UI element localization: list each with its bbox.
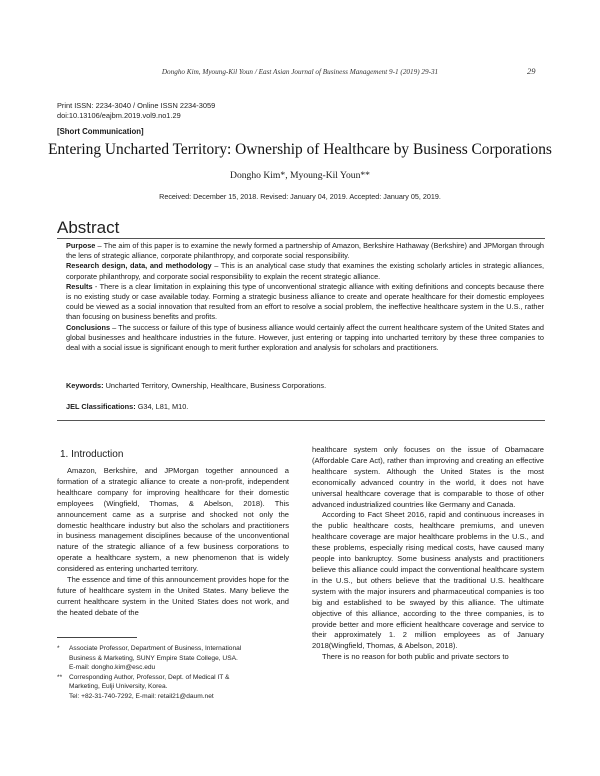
footnote-1-line-3: E-mail: dongho.kim@esc.edu xyxy=(69,664,156,672)
intro-paragraph-2: The essence and time of this announcement provides hope for the future of healthcare system in the United States. Many believe the current healthcare system in the United States does not work, and the heated debate of the xyxy=(57,575,289,617)
footnote-rule xyxy=(57,637,137,638)
keywords-text: Uncharted Territory, Ownership, Healthcare, Business Corporations. xyxy=(103,381,327,390)
results-text: - There is a clear limitation in explaining this type of unconventional strategic alliance with exiting definitions and concepts because there is no existing study or case available today. Forming a strategic business alliance to create and operate healthcare for their domestic employees could be viewed as a social innovation that resulted from an effort to resolve a social problem, the ineffective healthcare system in the U.S., rather than focusing on business benefits and profits. xyxy=(66,281,544,322)
abstract-body xyxy=(66,241,544,353)
section-type: [Short Communication] xyxy=(57,127,144,136)
running-head: Dongho Kim, Myoung-Kil Youn / East Asian Journal of Business Management 9-1 (2019) 29-31 xyxy=(161,68,439,76)
right-paragraph-3: There is no reason for both public and private sectors to xyxy=(322,652,509,662)
doi: doi:10.13106/eajbm.2019.vol9.no1.29 xyxy=(57,110,181,120)
intro-heading: 1. Introduction xyxy=(60,449,124,460)
abstract-results xyxy=(66,282,544,323)
footnote-2-line-1: Corresponding Author, Professor, Dept. of Medical IT & xyxy=(69,673,230,681)
footnote-1-mark: * xyxy=(57,645,60,652)
jel-label: JEL Classifications: xyxy=(66,402,136,411)
left-column xyxy=(57,466,289,619)
abstract-top-rule xyxy=(57,238,545,239)
right-paragraph-2: According to Fact Sheet 2016, rapid and continuous increases in the public healthcare costs, healthcare premiums, and uneven healthcare coverage are major healthcare problems in the U.S., and these problems, especially rising medical costs, have caused many people into bankruptcy. Some business analysts and practitioners believe this alliance could impact the conventional healthcare system in the U.S., but others believe that the traditional U.S. healthcare system with the major insurers and pharmaceutical companies is too big and established to be swayed by this alliance. The ultimate objective of this alliance, according to the three companies, is to provide better and more efficient healthcare coverage and service to their approximately 1. 2 million employees as of January 2018(Wingfield, Thomas, & Abelson, 2018). xyxy=(312,510,544,651)
footnote-1 xyxy=(57,644,297,673)
conclusions-label: Conclusions xyxy=(66,322,111,332)
abstract-purpose xyxy=(66,241,544,261)
results-label: Results xyxy=(66,281,93,291)
purpose-label: Purpose xyxy=(66,241,96,250)
abstract-design xyxy=(66,261,544,281)
received-dates: Received: December 15, 2018. Revised: January 04, 2019. Accepted: January 05, 2019. xyxy=(159,192,441,201)
publication-meta xyxy=(57,101,215,120)
footnote-1-line-1: Associate Professor, Department of Business, International xyxy=(69,645,242,652)
jel-classifications xyxy=(66,402,544,412)
keywords-label: Keywords: xyxy=(66,381,104,390)
abstract-conclusions xyxy=(66,323,544,354)
design-text: – This is an analytical case study that examines the existing scholarly articles in strategic alliances, corporate philanthropy, and corporate social responsibility to explain the recent strategic alliance. xyxy=(66,261,544,281)
footnote-2 xyxy=(57,673,297,702)
paper-title: Entering Uncharted Territory: Ownership of Healthcare by Business Corporations xyxy=(48,141,552,158)
design-label: Research design, data, and methodology xyxy=(66,261,212,271)
right-paragraph-1: healthcare system only focuses on the issue of Obamacare (Affordable Care Act), rather than improving and creating an effective healthcare system. Although the United States is the most economically advanced country in the world, it does not have universal healthcare coverage that is comparable to those of other advanced industrialized countries like Germany and Canada. xyxy=(312,445,544,509)
page-number: 29 xyxy=(527,66,536,76)
footnote-1-line-2: Business & Marketing, SUNY Empire State College, USA. xyxy=(69,654,238,662)
abstract-heading: Abstract xyxy=(57,218,120,237)
abstract-bottom-rule xyxy=(57,420,545,421)
footnote-2-line-3: Tel: +82-31-740-7292, E-mail: retail21@daum.net xyxy=(69,692,214,700)
right-column xyxy=(312,445,544,663)
footnotes xyxy=(57,644,297,702)
purpose-text: – The aim of this paper is to examine the newly formed a partnership of Amazon, Berkshire Hathaway (Berkshire) and JPMorgan through the lens of strategic alliance, corporate philanthropy, and corporate social responsibility. xyxy=(66,241,544,261)
authors: Dongho Kim*, Myoung-Kil Youn** xyxy=(230,170,370,181)
keywords xyxy=(66,381,544,391)
footnote-2-mark: ** xyxy=(57,673,63,681)
footnote-2-line-2: Marketing, Eulji University, Korea. xyxy=(69,683,168,691)
issn: Print ISSN: 2234-3040 / Online ISSN 2234-3059 xyxy=(57,101,216,110)
intro-paragraph-1: Amazon, Berkshire, and JPMorgan together announced a formation of a strategic alliance to create a non-profit, independent healthcare company for improving healthcare for their domestic employees (Wingfield, Thomas, & Abelson, 2018). This announcement came as a surprise and shocked not only the domestic healthcare industry but also the scholars and practitioners in business management disciplines because of the unconventional nature of the strategic alliance of a few business corporations to operate a healthcare system, a new phenomenon that is widely considered as entering uncharted territory. xyxy=(57,466,289,574)
jel-text: G34, L81, M10. xyxy=(135,402,189,411)
conclusions-text: – The success or failure of this type of business alliance would certainly affect the current healthcare system of the United States and global businesses and healthcare industries in the future. However, just entering or tapping into uncharted territory by these three companies to deal with a social issue is significant enough to merit further exploration and analysis for scholars and practitioners. xyxy=(66,322,544,353)
